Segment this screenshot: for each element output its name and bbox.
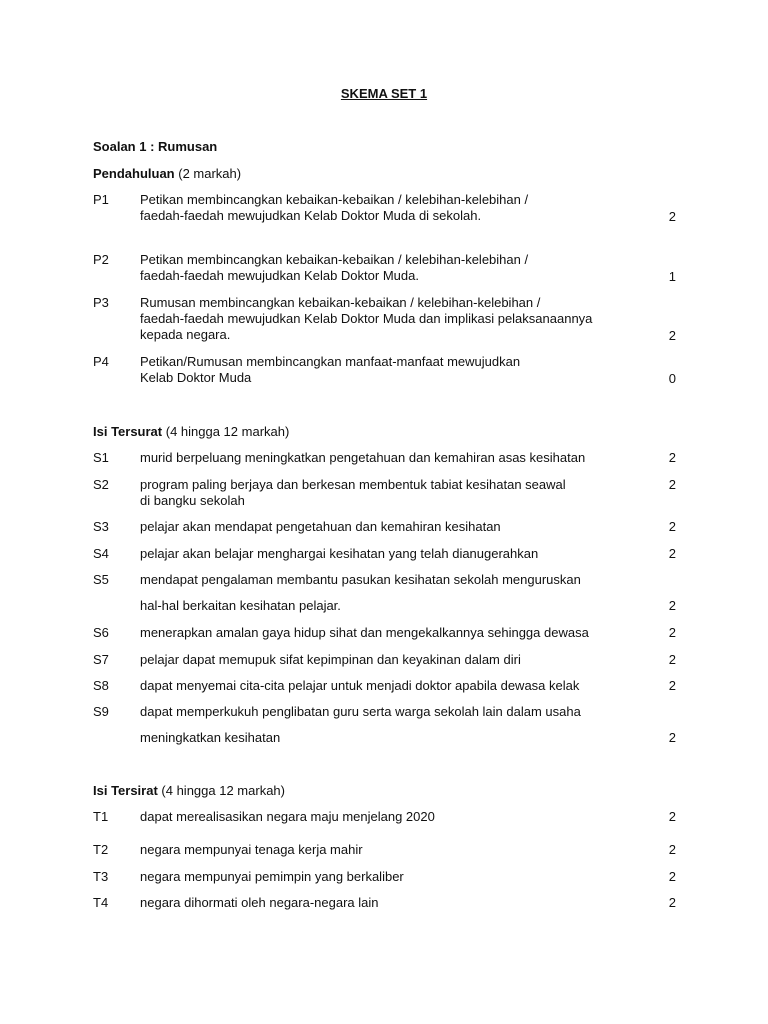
item-mark: 2	[668, 652, 676, 667]
section-heading-tersurat	[93, 424, 289, 440]
item-text: Rumusan membincangkan kebaikan-kebaikan / kelebihan-kelebihan / faedah-faedah mewujudkan Kelab Doktor Muda dan implikasi pelaksanaannya kepada negara.	[140, 295, 593, 342]
item-text: dapat menyemai cita-cita pelajar untuk menjadi doktor apabila dewasa kelak	[140, 678, 580, 693]
item-mark: 1	[668, 269, 676, 284]
item-code: S8	[93, 678, 109, 693]
item-mark: 2	[668, 809, 676, 824]
item-code: S9	[93, 704, 109, 719]
item-code: T1	[93, 809, 109, 824]
item-mark: 2	[668, 869, 676, 884]
section-label: Pendahuluan	[93, 166, 175, 181]
item-code: T4	[93, 895, 109, 910]
item-text: Petikan/Rumusan membincangkan manfaat-manfaat mewujudkan Kelab Doktor Muda	[140, 354, 521, 385]
item-code: S4	[93, 546, 109, 561]
item-text: menerapkan amalan gaya hidup sihat dan mengekalkannya sehingga dewasa	[140, 625, 589, 640]
item-mark: 2	[668, 477, 676, 492]
section-heading-tersirat	[93, 783, 285, 799]
section-range: (4 hingga 12 markah)	[162, 424, 290, 439]
item-code: T2	[93, 842, 109, 857]
item-mark: 2	[668, 625, 676, 640]
item-code: S5	[93, 572, 109, 587]
item-text: negara dihormati oleh negara-negara lain	[140, 895, 379, 910]
item-text: pelajar akan belajar menghargai kesihatan yang telah dianugerahkan	[140, 546, 539, 561]
item-mark: 2	[668, 598, 676, 613]
item-mark: 0	[668, 371, 676, 386]
item-mark: 2	[668, 678, 676, 693]
question-label: Soalan 1 : Rumusan	[93, 139, 218, 154]
item-code: T3	[93, 869, 109, 884]
item-text: negara mempunyai pemimpin yang berkaliber	[140, 869, 404, 884]
item-text-continued: hal-hal berkaitan kesihatan pelajar.	[140, 598, 341, 613]
section-heading-pendahuluan	[93, 166, 241, 182]
item-text: Petikan membincangkan kebaikan-kebaikan / kelebihan-kelebihan / faedah-faedah mewujudkan Kelab Doktor Muda.	[140, 252, 529, 283]
item-code: S2	[93, 477, 109, 492]
item-text: negara mempunyai tenaga kerja mahir	[140, 842, 363, 857]
item-text: Petikan membincangkan kebaikan-kebaikan / kelebihan-kelebihan / faedah-faedah mewujudkan Kelab Doktor Muda di sekolah.	[140, 192, 529, 223]
item-text: dapat memperkukuh penglibatan guru serta warga sekolah lain dalam usaha	[140, 704, 581, 719]
question-heading	[93, 139, 217, 155]
item-code: P4	[93, 354, 109, 369]
section-label: Isi Tersirat	[93, 783, 158, 798]
item-mark: 2	[668, 730, 676, 745]
item-text: pelajar dapat memupuk sifat kepimpinan dan keyakinan dalam diri	[140, 652, 521, 667]
item-text: murid berpeluang meningkatkan pengetahuan dan kemahiran asas kesihatan	[140, 450, 586, 465]
item-text: pelajar akan mendapat pengetahuan dan kemahiran kesihatan	[140, 519, 501, 534]
item-code: S3	[93, 519, 109, 534]
section-range: (4 hingga 12 markah)	[157, 783, 285, 798]
item-mark: 2	[668, 450, 676, 465]
item-mark: 2	[668, 546, 676, 561]
item-code: S6	[93, 625, 109, 640]
item-code: P2	[93, 252, 109, 267]
item-text: program paling berjaya dan berkesan membentuk tabiat kesihatan seawal di bangku sekolah	[140, 477, 566, 508]
item-code: S7	[93, 652, 109, 667]
section-label: Isi Tersurat	[93, 424, 163, 439]
item-code: P1	[93, 192, 109, 207]
item-text: mendapat pengalaman membantu pasukan kesihatan sekolah menguruskan	[140, 572, 581, 587]
page-title: SKEMA SET 1	[340, 86, 428, 101]
item-code: P3	[93, 295, 109, 310]
item-text-continued: meningkatkan kesihatan	[140, 730, 281, 745]
item-mark: 2	[668, 328, 676, 343]
item-text: dapat merealisasikan negara maju menjelang 2020	[140, 809, 435, 824]
item-mark: 2	[668, 519, 676, 534]
item-code: S1	[93, 450, 109, 465]
item-mark: 2	[668, 209, 676, 224]
section-range: (2 markah)	[174, 166, 242, 181]
item-mark: 2	[668, 895, 676, 910]
item-mark: 2	[668, 842, 676, 857]
